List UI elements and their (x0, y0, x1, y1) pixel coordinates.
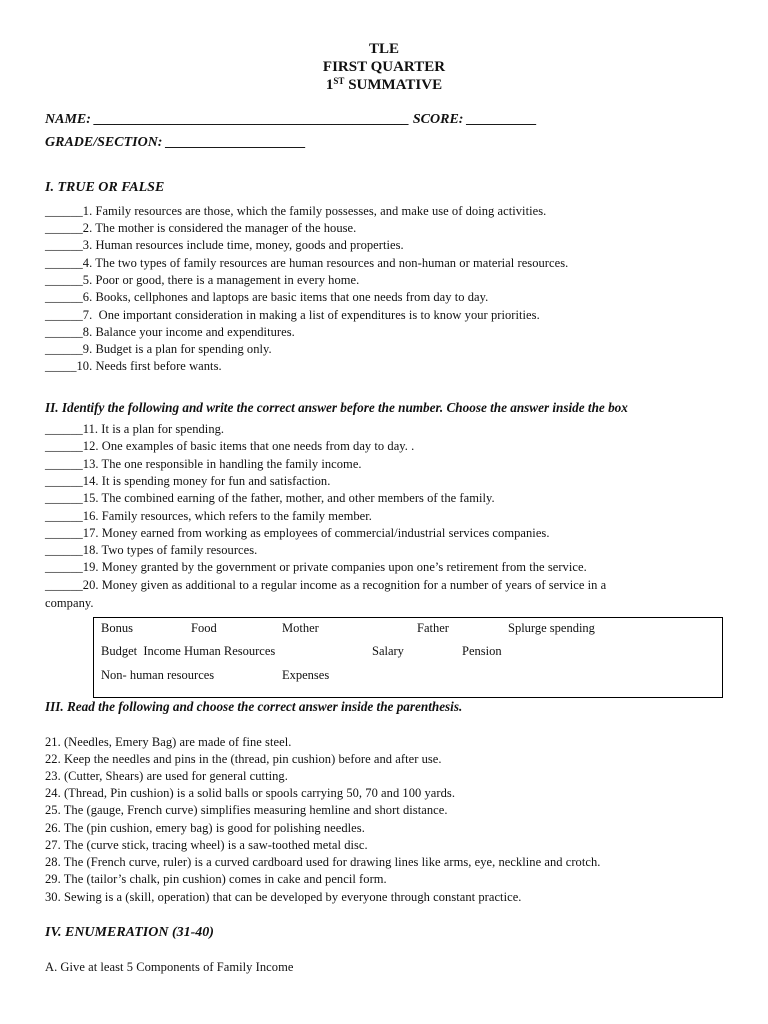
question-item: ______15. The combined earning of the father, mother, and other members of the family. (45, 491, 495, 505)
section-enumeration-title: IV. ENUMERATION (31-40) (45, 925, 214, 940)
choice-word: Expenses (282, 668, 330, 682)
subject-title: TLE (368, 41, 399, 57)
section-parenthesis-title: III. Read the following and choose the correct answer inside the parenthesis. (45, 699, 463, 714)
question-item: ______3. Human resources include time, money, goods and properties. (45, 238, 404, 252)
name-score-field: NAME: _____________________________________________ SCORE: __________ (45, 112, 537, 127)
question-item: 25. The (gauge, French curve) simplifies measuring hemline and short distance. (45, 803, 448, 817)
summative-label: SUMMATIVE (344, 77, 443, 93)
choice-word: Father (417, 621, 449, 635)
question-item: ______5. Poor or good, there is a management in every home. (45, 273, 360, 287)
question-item: 28. The (French curve, ruler) is a curved cardboard used for drawing lines like arms, eye, neckline and crotch. (45, 855, 601, 869)
question-item: 23. (Cutter, Shears) are used for general cutting. (45, 769, 288, 783)
summative-number: 1 (325, 77, 334, 93)
question-item: ______1. Family resources are those, which the family possesses, and make use of doing activities. (45, 204, 547, 218)
question-item: 30. Sewing is a (skill, operation) that can be developed by everyone through constant practice. (45, 890, 522, 904)
enumeration-subitem: A. Give at least 5 Components of Family Income (45, 960, 294, 974)
choice-word: Splurge spending (508, 621, 595, 635)
quarter-title: FIRST QUARTER (322, 59, 446, 75)
question-item: _____10. Needs first before wants. (45, 359, 222, 373)
question-item: 29. The (tailor’s chalk, pin cushion) comes in cake and pencil form. (45, 872, 387, 886)
choice-word: Pension (462, 644, 502, 658)
question-item: ______20. Money given as additional to a regular income as a recognition for a number of years of service in a (45, 578, 607, 592)
grade-section-field: GRADE/SECTION: ____________________ (45, 135, 306, 150)
summative-title (0, 76, 768, 94)
question-item: ______14. It is spending money for fun and satisfaction. (45, 474, 331, 488)
question-item: ______8. Balance your income and expenditures. (45, 325, 295, 339)
question-item: ______6. Books, cellphones and laptops are basic items that one needs from day to day. (45, 290, 489, 304)
summative-superscript: ST (333, 76, 345, 86)
choice-word: Salary (372, 644, 404, 658)
question-item: ______13. The one responsible in handling the family income. (45, 457, 362, 471)
question-item: 26. The (pin cushion, emery bag) is good for polishing needles. (45, 821, 365, 835)
question-item: ______4. The two types of family resources are human resources and non-human or material resources. (45, 256, 569, 270)
question-item: 22. Keep the needles and pins in the (thread, pin cushion) before and after use. (45, 752, 442, 766)
question-item: ______19. Money granted by the government or private companies upon one’s retirement from the service. (45, 560, 587, 574)
section-true-false-title: I. TRUE OR FALSE (45, 180, 165, 195)
question-item: ______11. It is a plan for spending. (45, 422, 225, 436)
question-item: 24. (Thread, Pin cushion) is a solid balls or spools carrying 50, 70 and 100 yards. (45, 786, 455, 800)
question-item: ______2. The mother is considered the manager of the house. (45, 221, 357, 235)
question-item: ______12. One examples of basic items that one needs from day to day. . (45, 439, 415, 453)
section-identify-title: II. Identify the following and write the correct answer before the number. Choose the answer inside the box (45, 400, 628, 415)
question-item: ______17. Money earned from working as employees of commercial/industrial services companies. (45, 526, 550, 540)
question-item-continuation: company. (45, 596, 94, 610)
question-item: ______9. Budget is a plan for spending only. (45, 342, 272, 356)
question-item: ______18. Two types of family resources. (45, 543, 258, 557)
choice-word: Non- human resources (101, 668, 215, 682)
choice-word: Mother (282, 621, 319, 635)
choice-word: Budget Income Human Resources (101, 644, 276, 658)
answer-choices-box (93, 617, 723, 698)
question-item: ______16. Family resources, which refers to the family member. (45, 509, 372, 523)
choice-word: Bonus (101, 621, 133, 635)
question-item: 21. (Needles, Emery Bag) are made of fine steel. (45, 735, 292, 749)
choice-word: Food (191, 621, 217, 635)
question-item: ______7. One important consideration in making a list of expenditures is to know your priorities. (45, 308, 540, 322)
question-item: 27. The (curve stick, tracing wheel) is a saw-toothed metal disc. (45, 838, 368, 852)
